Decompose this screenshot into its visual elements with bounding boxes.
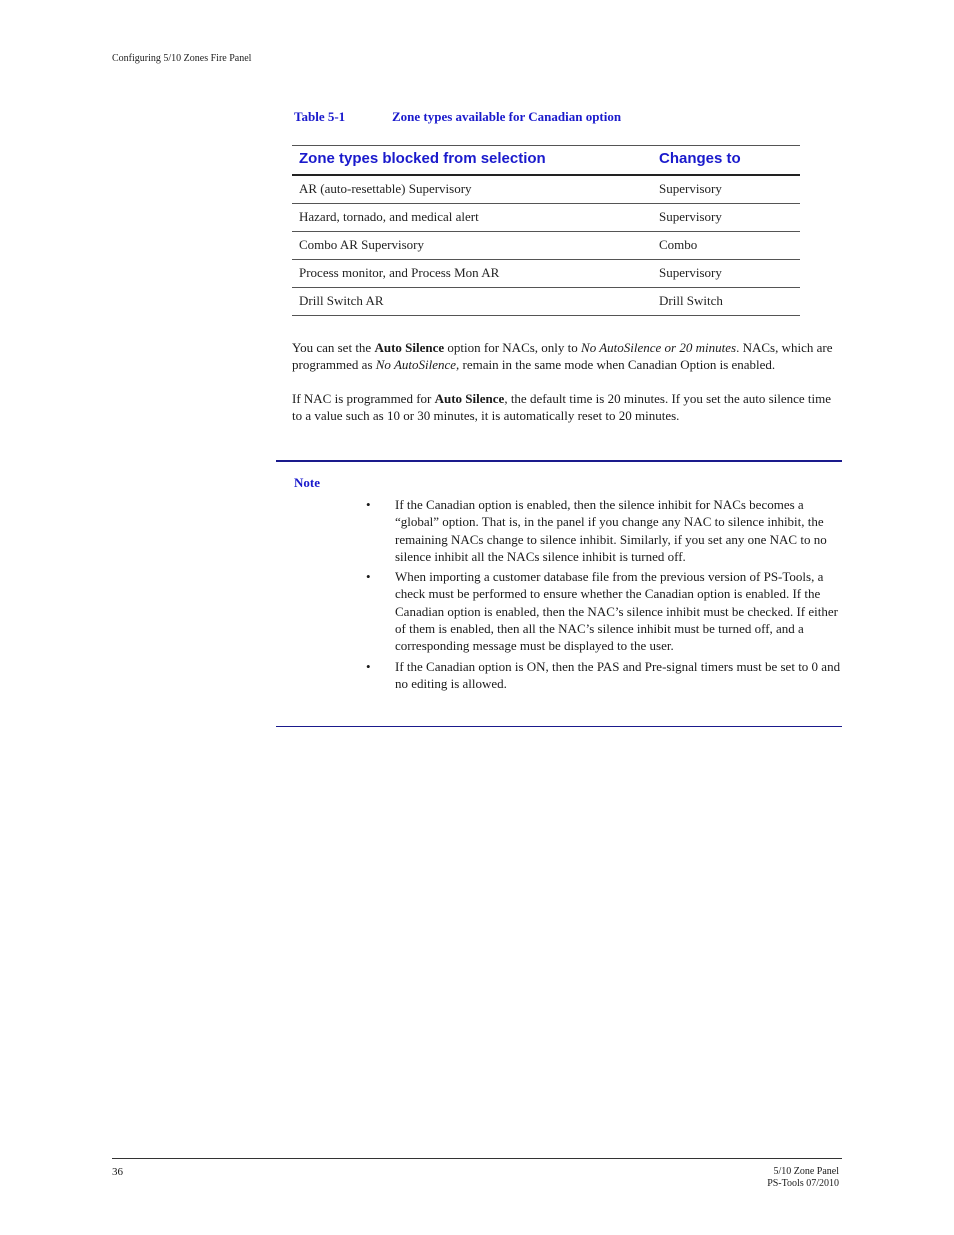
table-row [292,288,800,316]
cell-changes-to: Combo [652,232,800,260]
note-item-text: If the Canadian option is enabled, then the silence inhibit for NACs becomes a “global” option. That is, in the panel if you change any NAC to silence inhibit, the remaining NACs change to silence inhibit. Similarly, if you set any one NAC to no silence inhibit all the NACs silence inhibit is turned off. [395,497,827,564]
cell-blocked-zone: Hazard, tornado, and medical alert [292,204,652,232]
table-row [292,204,800,232]
note-item [366,658,844,693]
table-caption-number: Table 5-1 [294,109,346,124]
table-row [292,175,800,204]
table-row [292,232,800,260]
bullet-icon: • [366,497,371,512]
cell-changes-to: Drill Switch [652,288,800,316]
bullet-icon: • [366,658,371,674]
text-run: If NAC is programmed for [292,391,435,406]
note-list [366,496,844,695]
cell-blocked-zone: Drill Switch AR [292,288,652,316]
table-caption [294,109,621,125]
table-header-row [292,146,800,176]
note-top-divider [276,460,842,462]
note-bottom-divider [276,726,842,727]
note-label: Note [294,475,320,490]
italic-run: No AutoSilence, [375,357,460,372]
column-header-blocked: Zone types blocked from selection [292,146,652,176]
note-item-text: When importing a customer database file from the previous version of PS-Tools, a check must be performed to ensure whether the Canadian option is enabled. If the Canadian option is enabled, then the NAC’s silence inhibit must be checked. If either of them is enabled, then all the NAC’s silence inhibit must be turned off, and a corresponding message must be displayed to the user. [395,569,838,654]
footer-version: PS-Tools 07/2010 [767,1178,839,1189]
cell-changes-to: Supervisory [652,260,800,288]
auto-silence-paragraph [292,339,844,373]
table-row [292,260,800,288]
column-header-changes-to: Changes to [652,146,800,176]
text-run: , the default time is 20 minutes. If you set the auto silence time to a value such as 10 or 30 minutes, it is automatically reset to 20 minutes. [292,391,832,423]
cell-changes-to: Supervisory [652,204,800,232]
footer-product-info [767,1166,839,1190]
cell-blocked-zone: Process monitor, and Process Mon AR [292,260,652,288]
note-item [366,496,844,565]
bullet-icon: • [366,569,371,585]
cell-blocked-zone: AR (auto-resettable) Supervisory [292,175,652,204]
running-header: Configuring 5/10 Zones Fire Panel [112,53,252,64]
footer-divider [112,1158,842,1159]
footer-product: 5/10 Zone Panel [773,1166,839,1177]
note-item [366,568,844,654]
page-number: 36 [112,1166,123,1178]
note-item-text: If the Canadian option is ON, then the PAS and Pre-signal timers must be set to 0 and no editing is allowed. [395,658,841,691]
table-caption-title: Zone types available for Canadian option [392,109,622,124]
bold-run: Auto Silence [374,340,445,355]
italic-run: No AutoSilence or 20 minutes [581,340,737,355]
cell-blocked-zone: Combo AR Supervisory [292,232,652,260]
default-time-paragraph [292,390,844,424]
text-run: option for NACs, only to [444,340,582,355]
text-run: remain in the same mode when Canadian Option is enabled. [459,357,776,372]
zone-types-table [292,145,800,316]
cell-changes-to: Supervisory [652,175,800,204]
text-run: You can set the [292,340,375,355]
bold-run: Auto Silence [434,391,505,406]
text-run: . NACs, which are programmed as [292,340,833,372]
